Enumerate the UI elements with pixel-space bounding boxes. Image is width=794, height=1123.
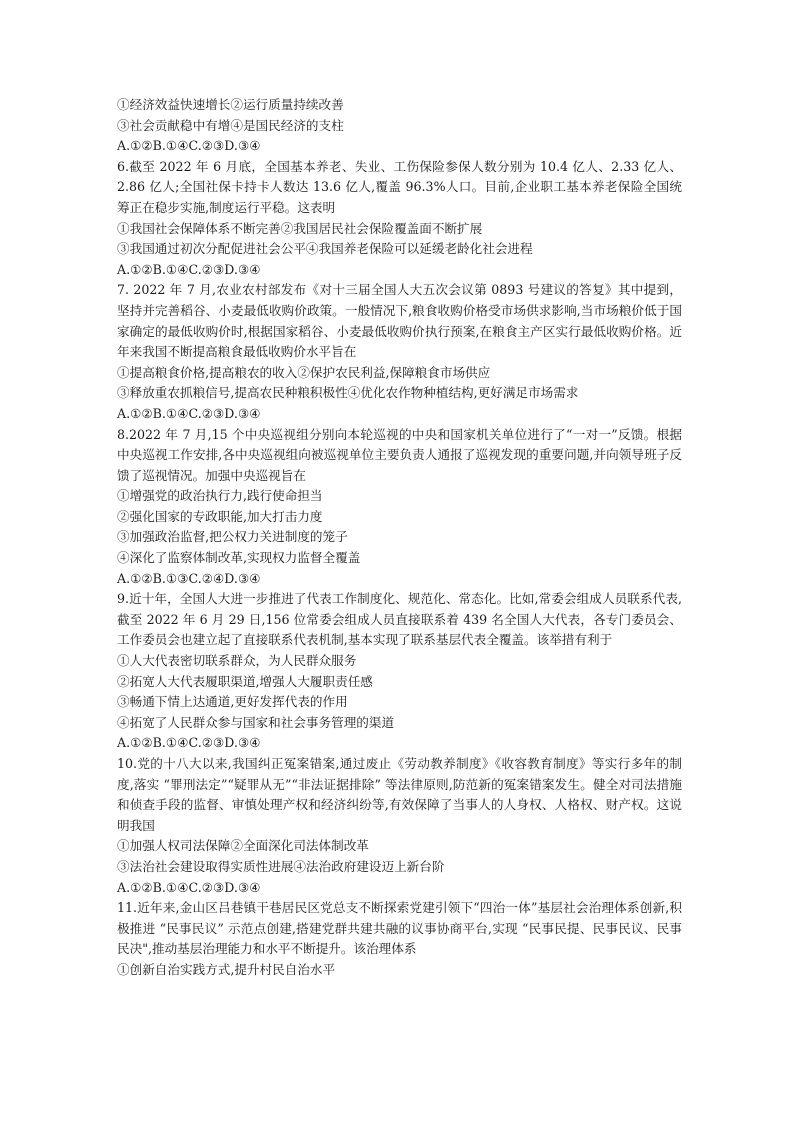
option-2: ②拓宽人大代表履职渠道,增强人大履职责任感 [117,673,373,689]
answer-choices: A.①②B.①④C.②③D.③④ [117,261,261,277]
option-4: ④深化了监察体制改革,实现权力监督全覆盖 [117,550,361,566]
question-7 [117,280,682,424]
question-5-tail [117,95,682,157]
option-1: ①人大代表密切联系群众，为人民群众服务 [117,653,357,669]
answer-choices: A.①②B.①④C.②③D.③④ [117,405,261,421]
option-line: ③释放重农抓粮信号,提高农民种粮积极性④优化农作物种植结构,更好满足市场需求 [117,385,579,401]
question-stem: 7. 2022 年 7 月,农业农村部发布《对十三届全国人大五次会议第 0893 号建议的答复》其中提到，坚持并完善稻谷、小麦最低收购价政策。一般情况下,粮食收购价格受市场供求影响,当市场粮价低于国家确定的最低收购价时,根据国家稻谷、小麦最低收购价执行预案,在粮食主产区实行最低收购价格。近年来我国不断提高粮食最低收购价水平旨在 [117,282,682,360]
option-3: ③加强政治监督,把公权力关进制度的笼子 [117,529,348,545]
option-line: ③社会贡献稳中有增④是国民经济的支柱 [117,117,344,133]
option-1: ①增强党的政治执行力,践行使命担当 [117,488,323,504]
option-line: ③法治社会建设取得实质性进展④法治政府建设迈上新台阶 [117,858,445,874]
option-2: ②强化国家的专政职能,加大打击力度 [117,508,323,524]
question-stem: 8.2022 年 7 月,15 个中央巡视组分别向本轮巡视的中央和国家机关单位进行了“一对一”反馈。根据中央巡视工作安排,各中央巡视组向被巡视单位主要负责人通报了巡视发现的重要问题,并向领导班子反馈了巡视情况。加强中央巡视旨在 [117,426,682,483]
option-line: ①提高粮食价格,提高粮农的收入②保护农民利益,保障粮食市场供应 [117,364,491,380]
answer-choices: A.①②B.①④C.②③D.③④ [117,879,261,895]
question-9 [117,589,682,754]
option-line: ③我国通过初次分配促进社会公平④我国养老保险可以延缓老龄化社会进程 [117,241,533,257]
question-stem: 10.党的十八大以来,我国纠正冤案错案,通过废止《劳动教养制度》《收容教育制度》等实行多年的制度,落实 “罪刑法定”“疑罪从无”“非法证据排除” 等法律原则,防范新的冤案错案发生。健全对司法措施和侦查手段的监督、审慎处理产权和经济纠纷等,有效保障了当事人的人身权、人格权、财产权。这说明我国 [117,756,682,833]
answer-choices: A.①②B.①④C.②③D.③④ [117,735,261,751]
question-10 [117,754,682,898]
option-4: ④拓宽了人民群众参与国家和社会事务管理的渠道 [117,714,395,730]
option-line: ①加强人权司法保障②全面深化司法体制改革 [117,838,369,854]
exam-page [117,95,682,981]
option-3: ③畅通下情上达通道,更好发挥代表的作用 [117,694,348,710]
option-line: ①我国社会保障体系不断完善②我国居民社会保险覆盖面不断扩展 [117,220,483,236]
question-6 [117,157,682,281]
question-11 [117,898,682,980]
question-stem: 6.截至 2022 年 6 月底，全国基本养老、失业、工伤保险参保人数分别为 10.4 亿人、2.33 亿人、2.86 亿人;全国社保卡持卡人数达 13.6 亿人,覆盖 96.3%人口。目前,企业职工基本养老保险全国统筹正在稳步实施,制度运行平稳。这表明 [117,158,682,215]
option-line: ①经济效益快速增长②运行质量持续改善 [117,97,344,112]
question-stem: 9.近十年，全国人大进一步推进了代表工作制度化、规范化、常态化。比如,常委会组成人员联系代表,截至 2022 年 6 月 29 日,156 位常委会组成人员直接联系着 439 名全国人大代表，各专门委员会、工作委员会也建立起了直接联系代表机制,基本实现了联系基层代表全覆盖。该举措有利于 [117,591,682,648]
question-8 [117,425,682,590]
option-1: ①创新自治实践方式,提升村民自治水平 [117,961,336,977]
answer-choices: A.①②B.①③C.②④D.③④ [117,570,261,586]
answer-choices: A.①②B.①④C.②③D.③④ [117,138,261,154]
question-stem: 11.近年来,金山区吕巷镇干巷居民区党总支不断探索党建引领下“四治一体”基层社会治理体系创新,积极推进 “民事民议” 示范点创建,搭建党群共建共融的议事协商平台,实现 “民事民提、民事民议、民事民决",推动基层治理能力和水平不断提升。该治理体系 [117,900,682,957]
